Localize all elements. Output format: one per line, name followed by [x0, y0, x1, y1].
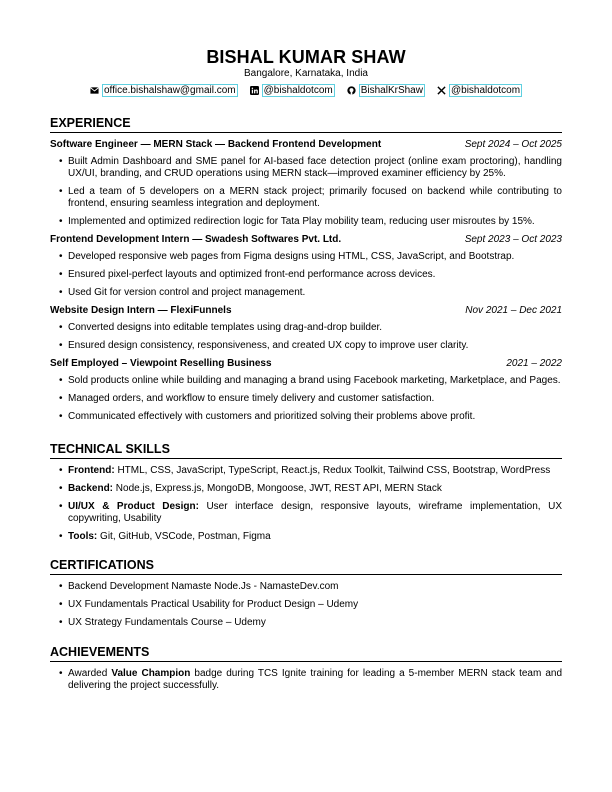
- skill-value: User interface design, responsive layouts, wireframe implementation, UX copywriting, Usability: [68, 501, 562, 524]
- skill-label: UI/UX & Product Design:: [68, 501, 199, 512]
- list-item: • Managed orders, and workflow to ensure timely delivery and customer satisfaction.: [50, 393, 562, 405]
- job-date: Nov 2021 – Dec 2021: [465, 305, 562, 316]
- job-bullets: [50, 375, 562, 423]
- job-title: Frontend Development Intern — Swadesh Softwares Pvt. Ltd.: [50, 234, 342, 245]
- section-title: CERTIFICATIONS: [50, 558, 562, 575]
- list-item: • Backend Development Namaste Node.Js - NamasteDev.com: [50, 581, 562, 593]
- skill-value: Node.js, Express.js, MongoDB, Mongoose, JWT, REST API, MERN Stack: [115, 483, 442, 494]
- skill-label: Backend:: [68, 483, 114, 494]
- contact-email: [90, 84, 238, 97]
- experience-section: [50, 116, 562, 423]
- contact-bar: [0, 84, 612, 97]
- job-header: [50, 358, 562, 369]
- list-item: [50, 501, 562, 525]
- achievement-text: badge during TCS Ignite training for leading a 5-member MERN stack team and delivering the project successfully.: [68, 668, 563, 691]
- skills-section: [50, 442, 562, 543]
- skills-list: [50, 465, 562, 543]
- achievement-prefix: Awarded: [68, 668, 108, 679]
- list-item: • Ensured design consistency, responsiveness, and created UX copy to improve user clarity.: [50, 340, 562, 352]
- list-item: • Used Git for version control and project management.: [50, 287, 562, 299]
- list-item: • UX Fundamentals Practical Usability for Product Design – Udemy: [50, 599, 562, 611]
- section-title: TECHNICAL SKILLS: [50, 442, 562, 459]
- section-title: ACHIEVEMENTS: [50, 645, 562, 662]
- skill-label: Frontend:: [68, 465, 115, 476]
- envelope-icon: [90, 86, 99, 95]
- contact-x: [437, 84, 522, 97]
- candidate-name: BISHAL KUMAR SHAW: [206, 47, 406, 67]
- linkedin-link[interactable]: @bishaldotcom: [263, 85, 333, 96]
- job-bullets: [50, 156, 562, 228]
- list-item: • UX Strategy Fundamentals Course – Udemy: [50, 617, 562, 629]
- list-item: • Led a team of 5 developers on a MERN stack project; primarily focused on backend while contributing to frontend, ensuring seamless integration and deployment.: [50, 186, 562, 210]
- linkedin-icon: [250, 86, 259, 95]
- job-bullets: [50, 322, 562, 352]
- job-title: Self Employed – Viewpoint Reselling Business: [50, 358, 272, 369]
- certifications-section: [50, 558, 562, 629]
- skill-value: Git, GitHub, VSCode, Postman, Figma: [100, 531, 271, 542]
- list-item: [50, 483, 562, 495]
- certifications-list: [50, 581, 562, 629]
- job-date: Sept 2023 – Oct 2023: [464, 234, 562, 245]
- job-title: Website Design Intern — FlexiFunnels: [50, 305, 232, 316]
- skill-label: Tools:: [68, 531, 98, 542]
- list-item: • Ensured pixel-perfect layouts and optimized front-end performance across devices.: [50, 269, 562, 281]
- section-title: EXPERIENCE: [50, 116, 562, 133]
- contact-linkedin: [250, 84, 335, 97]
- achievements-list: [50, 668, 562, 692]
- job-header: [50, 234, 562, 245]
- list-item: [50, 465, 562, 477]
- list-item: [50, 531, 562, 543]
- list-item: • Developed responsive web pages from Figma designs using HTML, CSS, JavaScript, and Bootstrap.: [50, 251, 562, 263]
- list-item: • Built Admin Dashboard and SME panel for AI-based face detection project (online exam proctoring), handling UX/UI, branding, and CRUD operations using MERN stack—improved examiner efficiency by 25%.: [50, 156, 562, 180]
- list-item: • Communicated effectively with customers and prioritized solving their problems above profit.: [50, 411, 562, 423]
- list-item: [50, 668, 562, 692]
- achievements-section: [50, 645, 562, 692]
- contact-github: [347, 84, 425, 97]
- job-bullets: [50, 251, 562, 299]
- github-link[interactable]: BishalKrShaw: [360, 85, 423, 96]
- achievement-highlight: Value Champion: [111, 668, 191, 679]
- skill-value: HTML, CSS, JavaScript, TypeScript, React.js, Redux Toolkit, Tailwind CSS, Bootstrap, WordPress: [117, 465, 551, 476]
- x-icon: [437, 86, 446, 95]
- list-item: • Converted designs into editable templates using drag-and-drop builder.: [50, 322, 562, 334]
- job-title: Software Engineer — MERN Stack — Backend Frontend Development: [50, 139, 382, 150]
- location: Bangalore, Karnataka, India: [244, 68, 368, 79]
- job-date: Sept 2024 – Oct 2025: [464, 139, 562, 150]
- github-icon: [347, 86, 356, 95]
- list-item: • Implemented and optimized redirection logic for Tata Play mobility team, reducing user misroutes by 15%.: [50, 216, 562, 228]
- job-header: [50, 305, 562, 316]
- job-date: 2021 – 2022: [506, 358, 562, 369]
- x-link[interactable]: @bishaldotcom: [450, 85, 521, 96]
- email-link[interactable]: office.bishalshaw@gmail.com: [103, 85, 236, 96]
- list-item: • Sold products online while building and managing a brand using Facebook marketing, Marketplace, and Pages.: [50, 375, 562, 387]
- job-header: [50, 139, 562, 150]
